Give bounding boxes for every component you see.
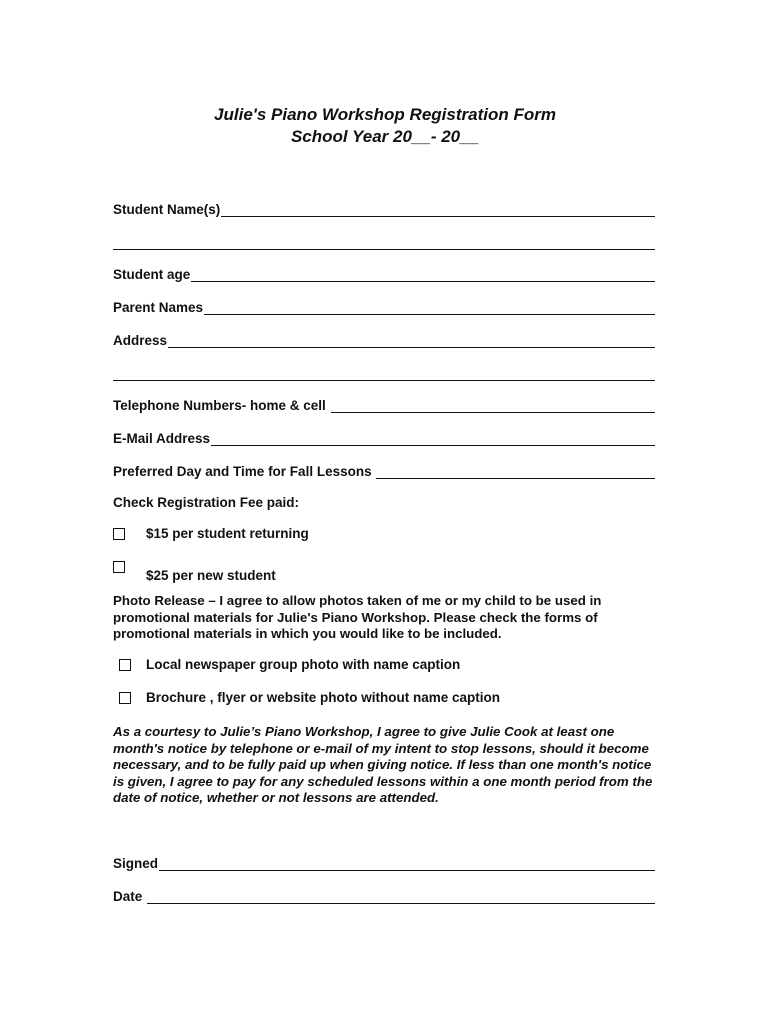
email-line[interactable] [211, 445, 655, 446]
photo-option-label: Brochure , flyer or website photo without name caption [146, 690, 501, 705]
student-names-extra-line[interactable] [113, 249, 655, 250]
date-field[interactable] [113, 885, 655, 907]
student-names-extra-field[interactable] [113, 231, 655, 253]
fee-option-returning[interactable] [113, 526, 309, 541]
address-line[interactable] [168, 347, 655, 348]
signed-label: Signed [113, 856, 159, 871]
preferred-time-label: Preferred Day and Time for Fall Lessons [113, 464, 376, 479]
email-label: E-Mail Address [113, 431, 211, 446]
student-age-label: Student age [113, 267, 191, 282]
preferred-time-field[interactable] [113, 460, 655, 482]
preferred-time-line[interactable] [376, 478, 655, 479]
address-field[interactable] [113, 329, 655, 351]
fee-option-label: $25 per new student [146, 568, 276, 583]
fee-option-label: $15 per student returning [146, 526, 309, 541]
checkbox-icon[interactable] [113, 528, 125, 540]
form-title: Julie's Piano Workshop Registration Form [214, 105, 556, 124]
checkbox-icon[interactable] [119, 659, 131, 671]
telephone-label: Telephone Numbers- home & cell [113, 398, 330, 413]
email-field[interactable] [113, 427, 655, 449]
parent-names-line[interactable] [204, 314, 655, 315]
address-extra-field[interactable] [113, 362, 655, 384]
student-names-field[interactable] [113, 198, 655, 220]
fee-option-new[interactable] [113, 558, 276, 583]
checkbox-icon[interactable] [113, 561, 125, 573]
signed-field[interactable] [113, 852, 655, 874]
fee-heading: Check Registration Fee paid: [113, 495, 300, 510]
date-label: Date [113, 889, 147, 904]
courtesy-agreement-text: As a courtesy to Julie’s Piano Workshop, I agree to give Julie Cook at least one month's notice by telephone or e-mail of my intent to stop lessons, should it become necessary, and to be fully paid up when giving notice. If less than one month's notice is given, I agree to pay for any scheduled lessons within a one month period from the date of notice, whether or not lessons are attended. [113, 724, 653, 805]
address-label: Address [113, 333, 168, 348]
telephone-field[interactable] [113, 394, 655, 416]
parent-names-label: Parent Names [113, 300, 204, 315]
photo-option-newspaper[interactable] [119, 657, 460, 672]
student-age-line[interactable] [191, 281, 655, 282]
student-names-label: Student Name(s) [113, 202, 221, 217]
telephone-line[interactable] [331, 412, 655, 413]
photo-release-text: Photo Release – I agree to allow photos taken of me or my child to be used in promotional materials for Julie's Piano Workshop. Please check the forms of promotional materials in which you would like to be included. [113, 593, 602, 641]
checkbox-icon[interactable] [119, 692, 131, 704]
signed-line[interactable] [159, 870, 655, 871]
photo-option-brochure[interactable] [119, 690, 500, 705]
photo-option-label: Local newspaper group photo with name caption [146, 657, 461, 672]
school-year-heading: School Year 20__- 20__ [290, 127, 480, 146]
date-line[interactable] [147, 903, 655, 904]
student-names-line[interactable] [221, 216, 655, 217]
parent-names-field[interactable] [113, 296, 655, 318]
address-extra-line[interactable] [113, 380, 655, 381]
student-age-field[interactable] [113, 263, 655, 285]
